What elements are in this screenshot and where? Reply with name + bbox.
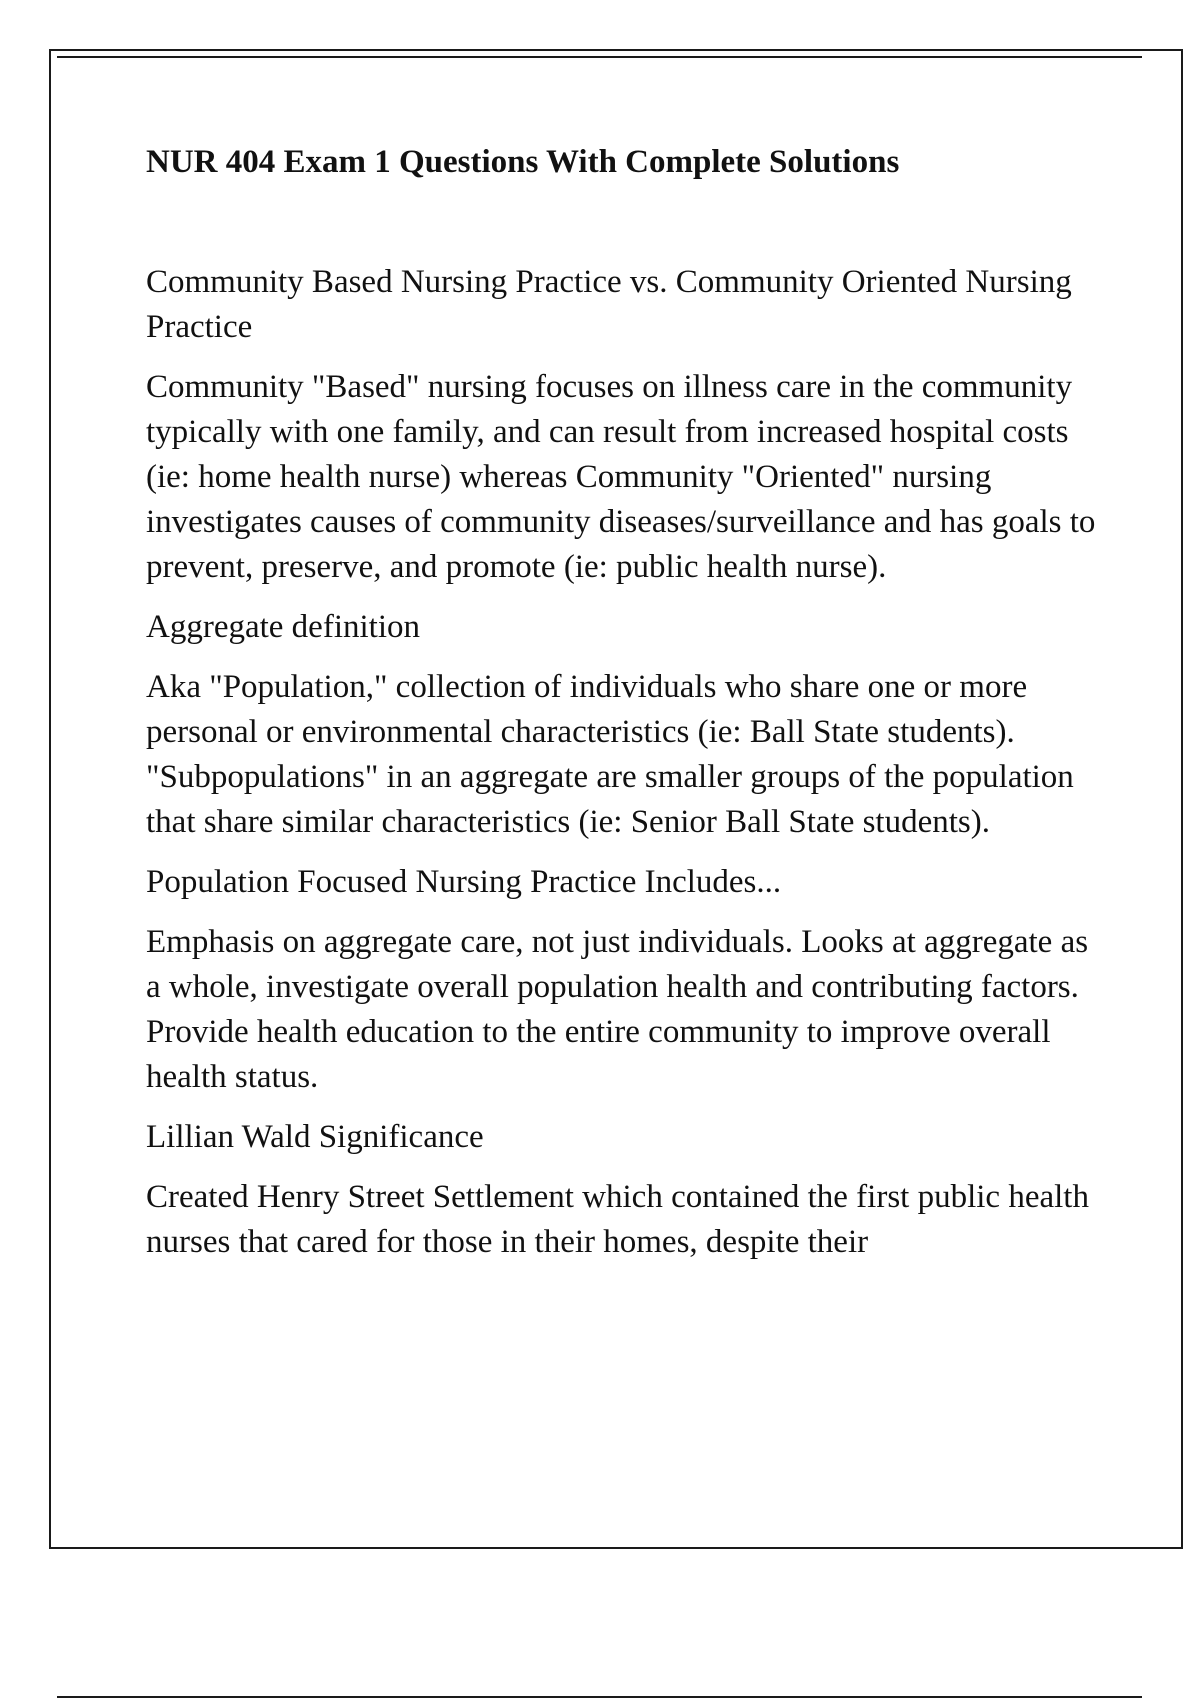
answer-text: Created Henry Street Settlement which contained the first public health nurses that cared for those in their homes, despite their xyxy=(146,1179,1089,1260)
document-title: NUR 404 Exam 1 Questions With Complete Solutions xyxy=(146,144,900,180)
bottom-divider xyxy=(57,1696,1142,1698)
qa-item-lillian-wald xyxy=(146,1115,1106,1265)
answer-text: Community "Based" nursing focuses on illness care in the community typically with one family, and can result from increased hospital costs (ie: home health nurse) whereas Community "Oriented" nursing investigates causes of community diseases/surveillance and has goals to prevent, preserve, and promote (ie: public health nurse). xyxy=(146,369,1096,585)
document-body xyxy=(146,140,1106,1280)
question-text: Lillian Wald Significance xyxy=(146,1119,484,1155)
qa-item-community-nursing xyxy=(146,260,1106,590)
qa-item-aggregate xyxy=(146,605,1106,845)
question-text: Community Based Nursing Practice vs. Community Oriented Nursing Practice xyxy=(146,264,1072,345)
qa-item-population-focused xyxy=(146,860,1106,1100)
answer-text: Emphasis on aggregate care, not just individuals. Looks at aggregate as a whole, investigate overall population health and contributing factors. Provide health education to the entire community to improve overall health status. xyxy=(146,924,1089,1095)
question-text: Aggregate definition xyxy=(146,609,420,645)
top-divider xyxy=(57,56,1142,58)
answer-text: Aka "Population," collection of individuals who share one or more personal or environmental characteristics (ie: Ball State students). "Subpopulations" in an aggregate are smaller groups of the population that share similar characteristics (ie: Senior Ball State students). xyxy=(146,669,1074,840)
question-text: Population Focused Nursing Practice Includes... xyxy=(146,864,782,900)
